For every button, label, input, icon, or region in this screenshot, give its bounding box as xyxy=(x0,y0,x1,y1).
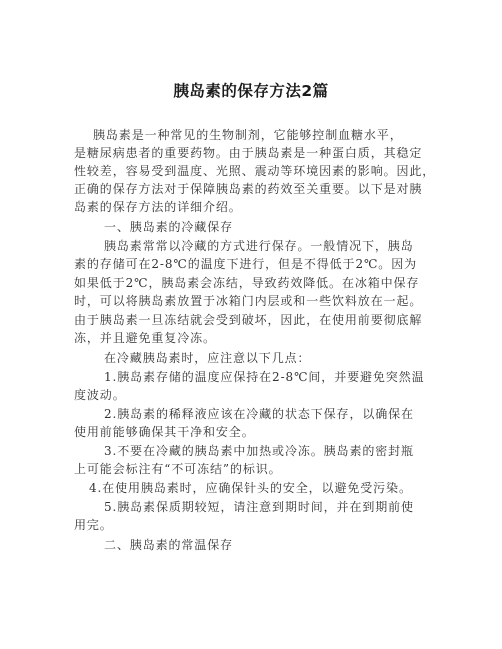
list-item-continuation: 上可能会标注有“不可冻结”的标识。 xyxy=(74,462,282,476)
paragraph-line: 在冷藏胰岛素时，应注意以下几点： xyxy=(104,351,311,365)
list-item-continuation: 使用前能够确保其干净和安全。 xyxy=(74,425,255,439)
paragraph-line: 岛素的保存方法的详细介绍。 xyxy=(74,200,242,214)
section-heading: 二、胰岛素的常温保存 xyxy=(104,538,234,552)
paragraph-line: 性较差，容易受到温度、光照、震动等环境因素的影响。因此， xyxy=(74,164,436,178)
list-item: 5.胰岛素保质期较短，请注意到期时间，并在到期前使 xyxy=(104,500,414,514)
paragraph-line: 素的存储可在2-8℃的温度下进行，但是不得低于2℃。因为 xyxy=(74,257,418,271)
paragraph-line: 时，可以将胰岛素放置于冰箱门内层或和一些饮料放在一起。 xyxy=(74,294,423,308)
document-title: 胰岛素的保存方法2篇 xyxy=(173,82,329,100)
list-item-continuation: 度波动。 xyxy=(74,388,126,402)
list-item: 4.在使用胰岛素时，应确保针头的安全，以避免受污染。 xyxy=(89,481,412,495)
list-item: 3.不要在冷藏的胰岛素中加热或冷冻。胰岛素的密封瓶 xyxy=(104,444,414,458)
paragraph-line: 如果低于2℃，胰岛素会冻结，导致药效降低。在冰箱中保存 xyxy=(74,276,420,290)
paragraph-line: 由于胰岛素一旦冻结就会受到破坏，因此，在使用前要彻底解 xyxy=(74,313,423,327)
paragraph-line: 是糖尿病患者的重要药物。由于胰岛素是一种蛋白质，其稳定 xyxy=(74,146,423,160)
list-item-continuation: 用完。 xyxy=(74,518,113,532)
paragraph-line: 胰岛素是一种常见的生物制剂，它能够控制血糖水平， xyxy=(93,128,403,142)
paragraph-line: 冻，并且避免重复冷冻。 xyxy=(74,331,216,345)
section-heading: 一、胰岛素的冷藏保存 xyxy=(104,220,234,234)
list-item: 1.胰岛素存储的温度应保持在2-8℃间，并要避免突然温 xyxy=(104,370,425,384)
list-item: 2.胰岛素的稀释液应该在冷藏的状态下保存，以确保在 xyxy=(104,407,414,421)
paragraph-line: 正确的保存方法对于保障胰岛素的药效至关重要。以下是对胰 xyxy=(74,182,423,196)
paragraph-line: 胰岛素常常以冷藏的方式进行保存。一般情况下，胰岛 xyxy=(104,239,414,253)
